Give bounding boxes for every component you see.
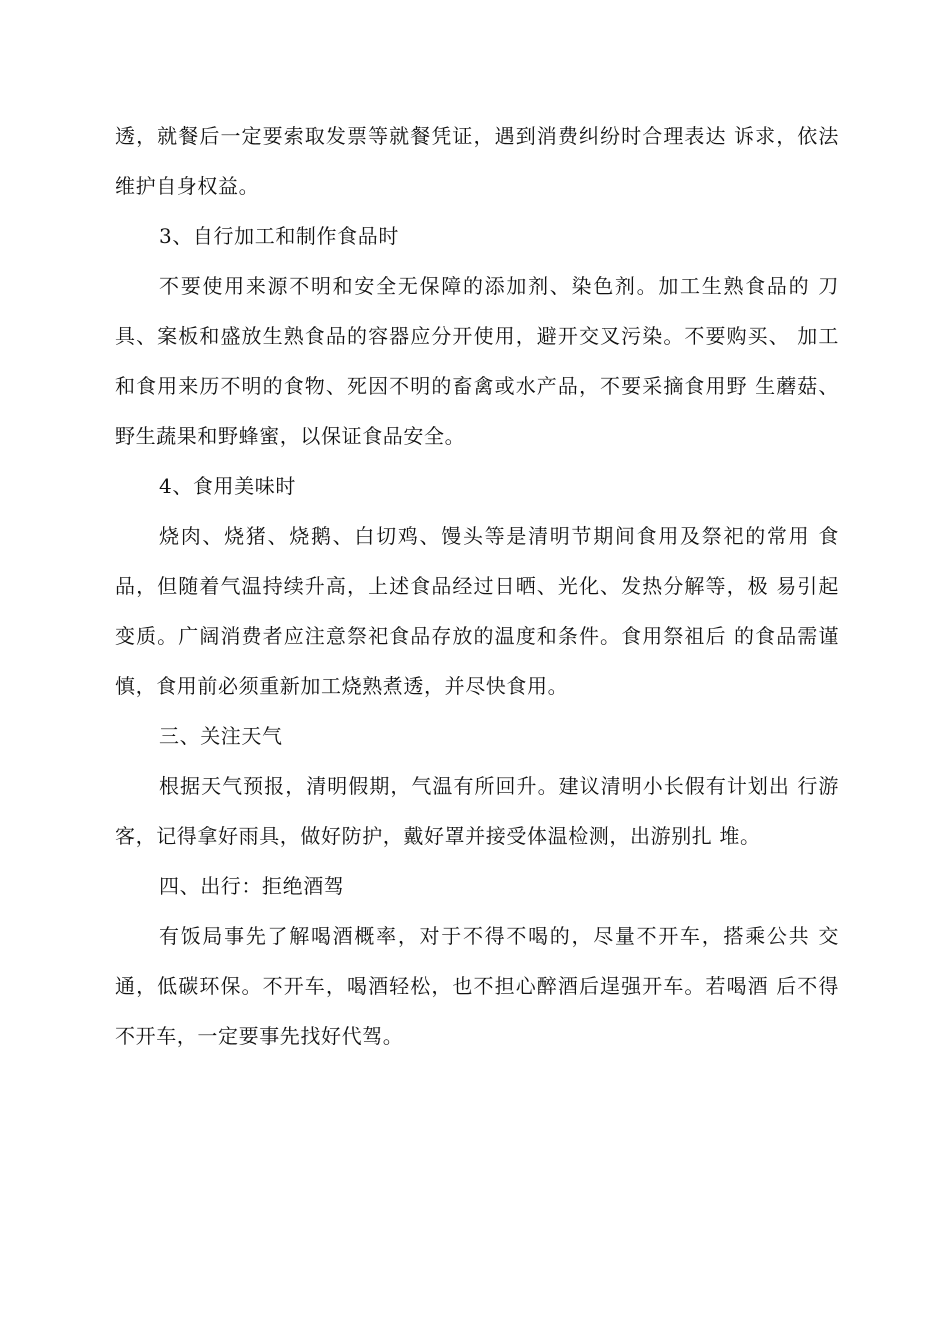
section-heading-3: 3、自行加工和制作食品时 bbox=[159, 224, 399, 248]
paragraph-continuation: 透，就餐后一定要索取发票等就餐凭证，遇到消费纠纷时合理表达 诉求，依法维护自身权益。 bbox=[115, 124, 839, 198]
document-body bbox=[115, 111, 839, 1061]
paragraph-food-prep: 不要使用来源不明和安全无保障的添加剂、染色剂。加工生熟食品的 刀具、案板和盛放生熟食品的容器应分开使用，避开交叉污染。不要购买、 加工和食用来历不明的食物、死因不明的畜禽或水产品，不要采摘食用野 生蘑菇、野生蔬果和野蜂蜜，以保证食品安全。 bbox=[115, 274, 839, 448]
paragraph-drunk-driving: 有饭局事先了解喝酒概率，对于不得不喝的，尽量不开车，搭乘公共 交通，低碳环保。不开车，喝酒轻松，也不担心醉酒后逞强开车。若喝酒 后不得不开车，一定要事先找好代驾。 bbox=[115, 924, 839, 1048]
section-heading-4: 4、食用美味时 bbox=[159, 474, 296, 498]
paragraph-weather: 根据天气预报，清明假期，气温有所回升。建议清明小长假有计划出 行游客，记得拿好雨具，做好防护，戴好罩并接受体温检测，出游别扎 堆。 bbox=[115, 774, 839, 848]
section-heading-travel: 四、出行：拒绝酒驾 bbox=[159, 874, 345, 898]
paragraph-eating: 烧肉、烧猪、烧鹅、白切鸡、馒头等是清明节期间食用及祭祀的常用 食品，但随着气温持续升高，上述食品经过日晒、光化、发热分解等，极 易引起变质。广阔消费者应注意祭祀食品存放的温度和条件。食用祭祖后 的食品需谨慎，食用前必须重新加工烧熟煮透，并尽快食用。 bbox=[115, 524, 839, 698]
section-heading-weather: 三、关注天气 bbox=[159, 724, 283, 748]
